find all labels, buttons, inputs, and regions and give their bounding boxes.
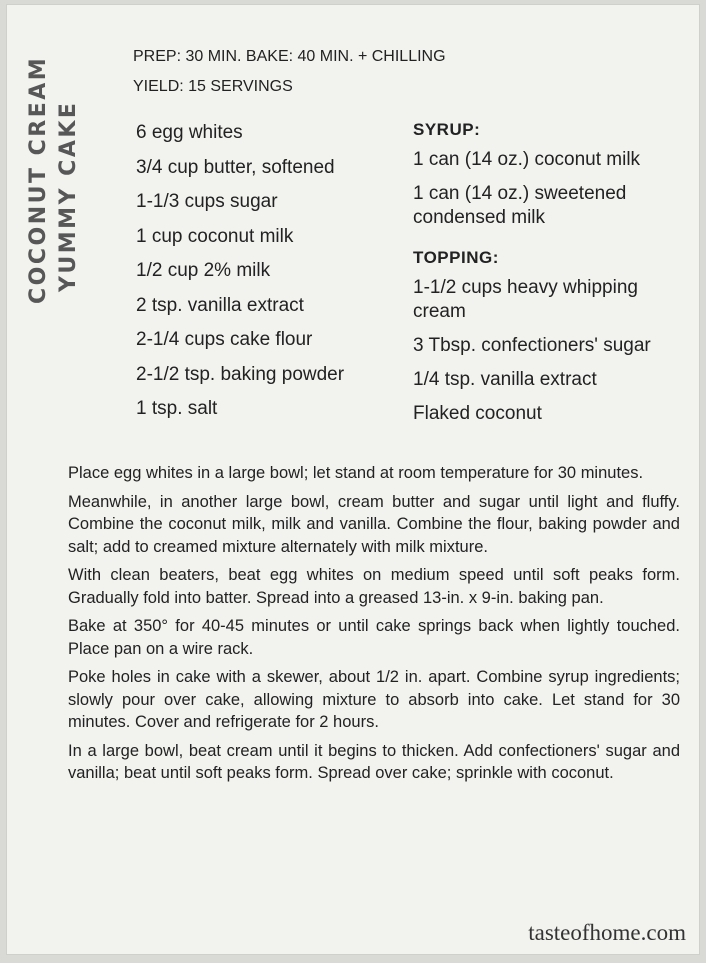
direction-step: Meanwhile, in another large bowl, cream butter and sugar until light and fluffy. Combine the coconut milk, milk and vanilla. Combine the flour, baking powder and salt; add to creamed mixture alternately with milk mixture. [68, 492, 680, 556]
yield: YIELD: 15 SERVINGS [133, 78, 293, 95]
topping-item: 1/4 tsp. vanilla extract [413, 369, 597, 390]
direction-step: Bake at 350° for 40-45 minutes or until cake springs back when lightly touched. Place pan on a wire rack. [68, 617, 680, 658]
syrup-item: 1 can (14 oz.) sweetened condensed milk [413, 183, 627, 228]
recipe-title-line-1: COCONUT CREAM [26, 55, 51, 304]
ingredient-list [136, 116, 344, 427]
ingredient-item: 2-1/4 cups cake flour [136, 329, 313, 350]
source-credit: tasteofhome.com [528, 920, 686, 945]
syrup-item: 1 can (14 oz.) coconut milk [413, 149, 641, 170]
direction-step: In a large bowl, beat cream until it begins to thicken. Add confectioners' sugar and vanilla; beat until soft peaks form. Spread over cake; sprinkle with coconut. [68, 741, 680, 782]
direction-step: Poke holes in cake with a skewer, about 1/2 in. apart. Combine syrup ingredients; slowly pour over cake, allowing mixture to absorb into cake. Let stand for 30 minutes. Cover and refrigerate for 2 hours. [68, 668, 680, 731]
ingredient-item: 2 tsp. vanilla extract [136, 294, 304, 316]
recipe-card [6, 4, 700, 955]
direction-step: With clean beaters, beat egg whites on medium speed until soft peaks form. Gradually fold into batter. Spread into a greased 13-in. x 9-in. baking pan. [68, 566, 680, 607]
topping-heading: TOPPING: [413, 248, 499, 267]
ingredient-item: 1/2 cup 2% milk [136, 260, 271, 281]
topping-item: 1-1/2 cups heavy whipping cream [413, 277, 638, 322]
recipe-meta [133, 42, 446, 102]
recipe-title [24, 34, 84, 304]
ingredient-item: 1 cup coconut milk [136, 225, 294, 247]
ingredient-item: 1-1/3 cups sugar [136, 191, 278, 212]
prep-bake-time: PREP: 30 MIN. BAKE: 40 MIN. + CHILLING [133, 48, 446, 65]
directions [68, 462, 680, 791]
topping-item: Flaked coconut [413, 403, 542, 424]
syrup-list [413, 148, 693, 230]
ingredient-item: 3/4 cup butter, softened [136, 156, 335, 178]
syrup-heading: SYRUP: [413, 120, 481, 139]
ingredient-item: 1 tsp. salt [136, 398, 218, 419]
direction-step: Place egg whites in a large bowl; let stand at room temperature for 30 minutes. [68, 464, 644, 482]
topping-list [413, 276, 693, 426]
ingredient-item: 2-1/2 tsp. baking powder [136, 363, 345, 385]
ingredient-item: 6 egg whites [136, 122, 243, 143]
recipe-title-line-2: YUMMY CAKE [56, 100, 81, 292]
syrup-topping-column [413, 112, 693, 436]
topping-item: 3 Tbsp. confectioners' sugar [413, 335, 651, 356]
